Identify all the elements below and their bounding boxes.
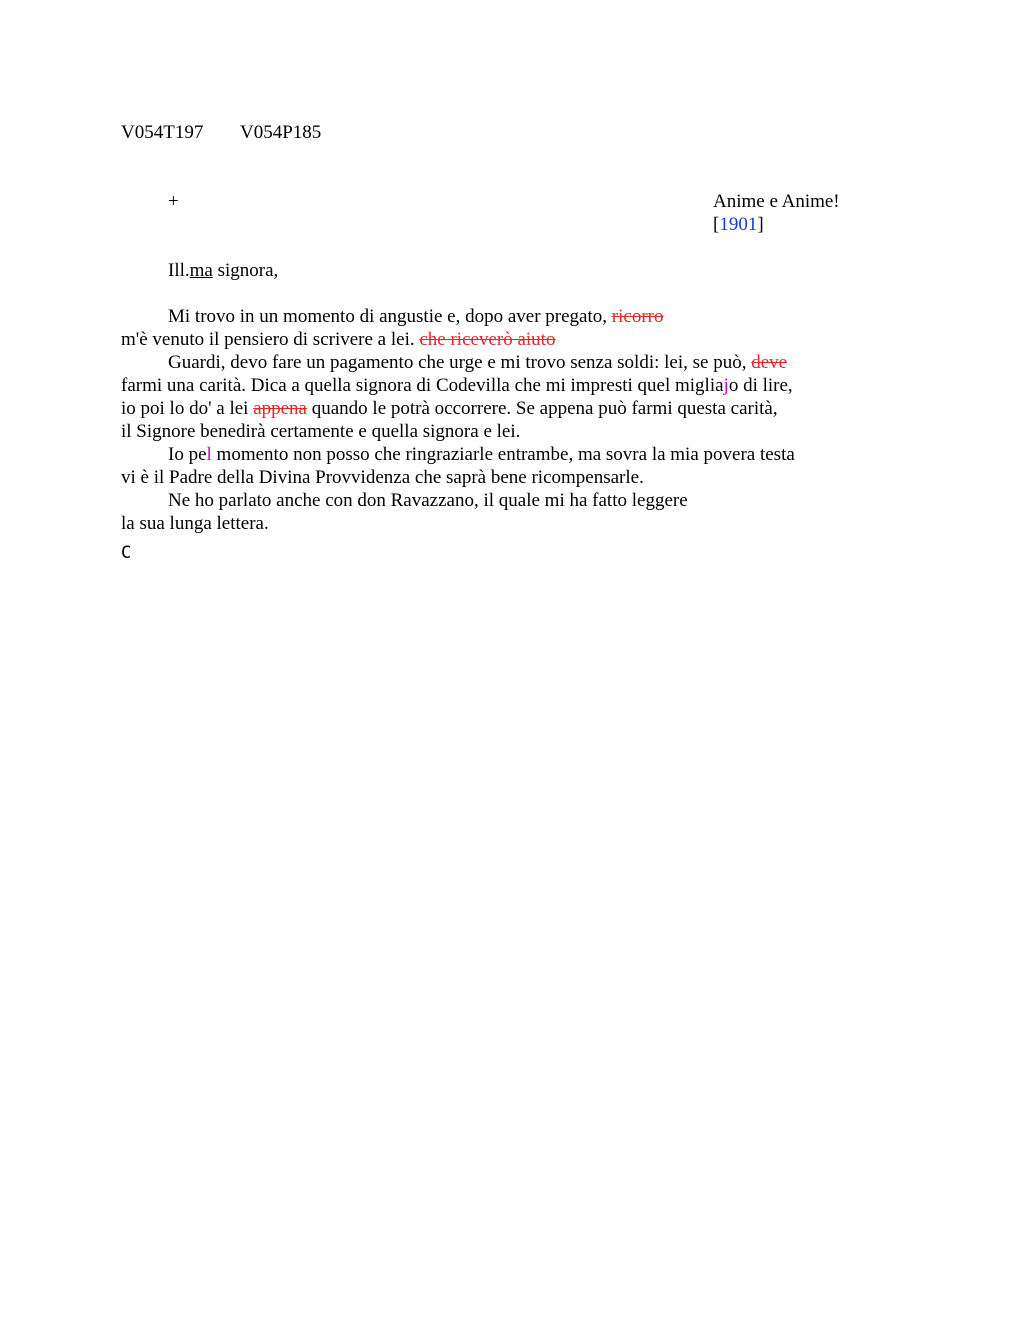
deleted-text: appena bbox=[253, 398, 307, 419]
cross-mark: + bbox=[168, 191, 179, 212]
text-span: farmi una carità. Dica a quella signora di Codevilla che mi impresti quel miglia bbox=[121, 375, 724, 396]
body-line bbox=[121, 374, 795, 397]
title-block bbox=[713, 190, 840, 236]
body-line bbox=[121, 305, 795, 328]
body-line bbox=[121, 328, 795, 351]
date-bracket-open: [ bbox=[713, 214, 720, 235]
text-span: Mi trovo in un momento di angustie e, dopo aver pregato, bbox=[168, 306, 612, 327]
letter-body bbox=[121, 305, 795, 535]
body-line bbox=[121, 443, 795, 466]
body-line: Ne ho parlato anche con don Ravazzano, il quale mi ha fatto leggere bbox=[168, 490, 688, 511]
letter-title: Anime e Anime! bbox=[713, 191, 840, 212]
deleted-text: ricorro bbox=[611, 306, 664, 327]
body-line: il Signore benedirà certamente e quella signora e lei. bbox=[121, 421, 521, 442]
end-mark: C bbox=[121, 543, 132, 563]
deleted-text: deve bbox=[751, 352, 788, 373]
deleted-text: che riceverò aiuto bbox=[419, 329, 556, 350]
salutation-prefix: Ill. bbox=[168, 260, 190, 281]
text-span: m'è venuto il pensiero di scrivere a lei. bbox=[121, 329, 420, 350]
body-line bbox=[121, 351, 795, 374]
salutation-abbreviation: ma bbox=[189, 260, 213, 281]
body-line: la sua lunga lettera. bbox=[121, 513, 269, 534]
date-year: 1901 bbox=[719, 214, 758, 235]
document-reference-code: V054T197 bbox=[121, 122, 204, 143]
inserted-text: j bbox=[723, 375, 729, 396]
page-reference-code: V054P185 bbox=[240, 122, 322, 143]
date-bracket-close: ] bbox=[757, 214, 764, 235]
text-span: momento non posso che ringraziarle entrambe, ma sovra la mia povera testa bbox=[211, 444, 795, 465]
text-span: Guardi, devo fare un pagamento che urge e mi trovo senza soldi: lei, se può, bbox=[168, 352, 752, 373]
body-line: vi è il Padre della Divina Provvidenza che saprà bene ricompensarle. bbox=[121, 467, 644, 488]
text-span: o di lire, bbox=[728, 375, 793, 396]
salutation-rest: signora, bbox=[212, 260, 279, 281]
text-span: io poi lo do' a lei bbox=[121, 398, 254, 419]
inserted-text: l bbox=[206, 444, 212, 465]
text-span: quando le potrà occorrere. Se appena può farmi questa carità, bbox=[307, 398, 778, 419]
letter-date bbox=[713, 213, 840, 236]
text-span: Io pe bbox=[168, 444, 207, 465]
body-line bbox=[121, 397, 795, 420]
salutation bbox=[168, 259, 278, 282]
